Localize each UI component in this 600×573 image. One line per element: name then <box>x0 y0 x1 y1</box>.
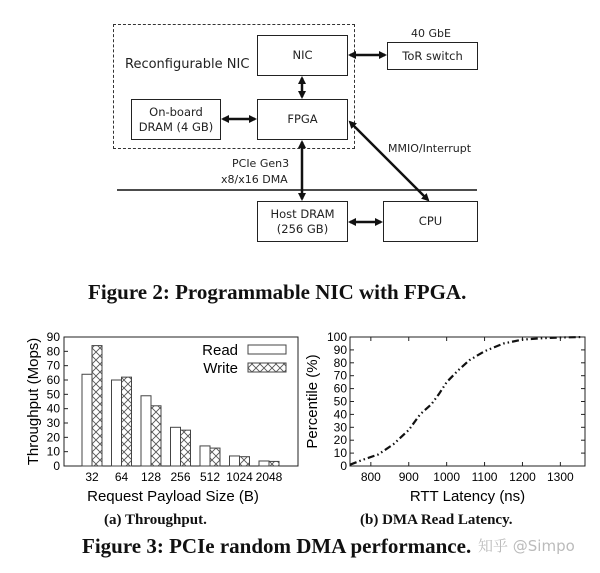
y-tick-label: 90 <box>333 342 347 357</box>
y-tick-label: 0 <box>340 459 347 473</box>
x-tick-label: 1100 <box>471 470 498 484</box>
nic-label: NIC <box>292 48 313 62</box>
y-tick-label: 0 <box>53 459 60 473</box>
y-tick-label: 60 <box>46 373 60 387</box>
figure-3-caption: Figure 3: PCIe random DMA performance. <box>82 534 472 558</box>
fpga-label: FPGA <box>287 112 318 126</box>
y-axis-label: Throughput (Mops) <box>25 337 42 466</box>
cpu-label: CPU <box>418 214 443 228</box>
bar-read <box>230 456 240 466</box>
link-speed-label: 40 GbE <box>411 27 451 40</box>
x-tick-label: 1200 <box>509 470 536 484</box>
y-tick-label: 60 <box>333 381 347 396</box>
bar-write <box>210 448 220 466</box>
y-tick-label: 40 <box>333 407 347 422</box>
watermark: 知乎 @Simpo <box>478 537 575 555</box>
latency-cdf-chart <box>300 320 600 510</box>
host-dram-line2: (256 GB) <box>276 221 329 236</box>
throughput-bar-chart <box>0 320 300 510</box>
bar-read <box>141 396 151 466</box>
cdf-line <box>350 337 583 465</box>
tor-switch-label: ToR switch <box>402 48 463 63</box>
y-tick-label: 40 <box>46 401 60 416</box>
onboard-dram-line1: On-board <box>149 104 203 119</box>
plot-frame <box>350 337 585 466</box>
y-tick-label: 10 <box>333 446 347 461</box>
y-tick-label: 50 <box>333 394 347 409</box>
legend-read-label: Read <box>202 342 238 359</box>
diagram-connectors <box>0 0 600 260</box>
x-tick-label: 1024 <box>226 470 253 484</box>
bar-write <box>122 377 132 466</box>
x-tick-label: 512 <box>199 470 221 484</box>
legend-read-swatch <box>248 345 286 354</box>
subcaption-b: (b) DMA Read Latency. <box>360 512 513 528</box>
pcie-label-line1: PCIe Gen3 <box>232 157 290 170</box>
x-tick-label: 1300 <box>547 470 574 484</box>
bar-read <box>82 374 92 466</box>
pcie-label-line2: x8/x16 DMA <box>221 173 288 186</box>
bar-write <box>151 406 161 466</box>
y-tick-label: 30 <box>333 420 347 435</box>
y-tick-label: 80 <box>46 344 60 359</box>
legend-write-swatch <box>248 363 286 372</box>
x-tick-label: 256 <box>170 470 191 484</box>
mmio-label: MMIO/Interrupt <box>388 142 472 155</box>
y-tick-label: 70 <box>333 368 347 383</box>
x-axis-label: Request Payload Size (B) <box>87 488 259 505</box>
fpga-cpu-arrow <box>350 122 428 200</box>
bar-write <box>240 457 250 466</box>
x-tick-label: 32 <box>85 470 99 484</box>
x-tick-label: 900 <box>398 470 419 484</box>
x-tick-label: 128 <box>140 470 162 484</box>
onboard-dram-line2: DRAM (4 GB) <box>138 119 214 134</box>
y-tick-label: 20 <box>333 433 347 448</box>
bar-read <box>112 380 122 466</box>
y-tick-label: 100 <box>326 330 347 344</box>
legend-write-label: Write <box>203 360 238 377</box>
x-tick-label: 2048 <box>255 470 283 484</box>
x-axis-label: RTT Latency (ns) <box>409 488 526 505</box>
x-tick-label: 800 <box>360 470 381 484</box>
bar-write <box>269 461 279 466</box>
y-tick-label: 90 <box>46 330 60 344</box>
y-tick-label: 10 <box>46 444 60 459</box>
figure-2-caption: Figure 2: Programmable NIC with FPGA. <box>88 280 467 304</box>
host-dram-line1: Host DRAM <box>270 206 335 221</box>
y-tick-label: 20 <box>46 430 60 445</box>
y-tick-label: 80 <box>333 355 347 370</box>
y-tick-label: 70 <box>46 358 60 373</box>
bar-read <box>171 427 181 466</box>
y-axis-label: Percentile (%) <box>304 354 321 449</box>
bar-write <box>181 430 191 466</box>
bar-read <box>200 446 210 466</box>
subcaption-a: (a) Throughput. <box>104 512 207 528</box>
bar-write <box>92 346 102 466</box>
x-tick-label: 64 <box>114 470 129 484</box>
y-tick-label: 50 <box>46 387 60 402</box>
bar-read <box>259 461 269 466</box>
x-tick-label: 1000 <box>433 470 461 484</box>
y-tick-label: 30 <box>46 416 60 430</box>
reconfigurable-nic-label: Reconfigurable NIC <box>125 57 250 72</box>
